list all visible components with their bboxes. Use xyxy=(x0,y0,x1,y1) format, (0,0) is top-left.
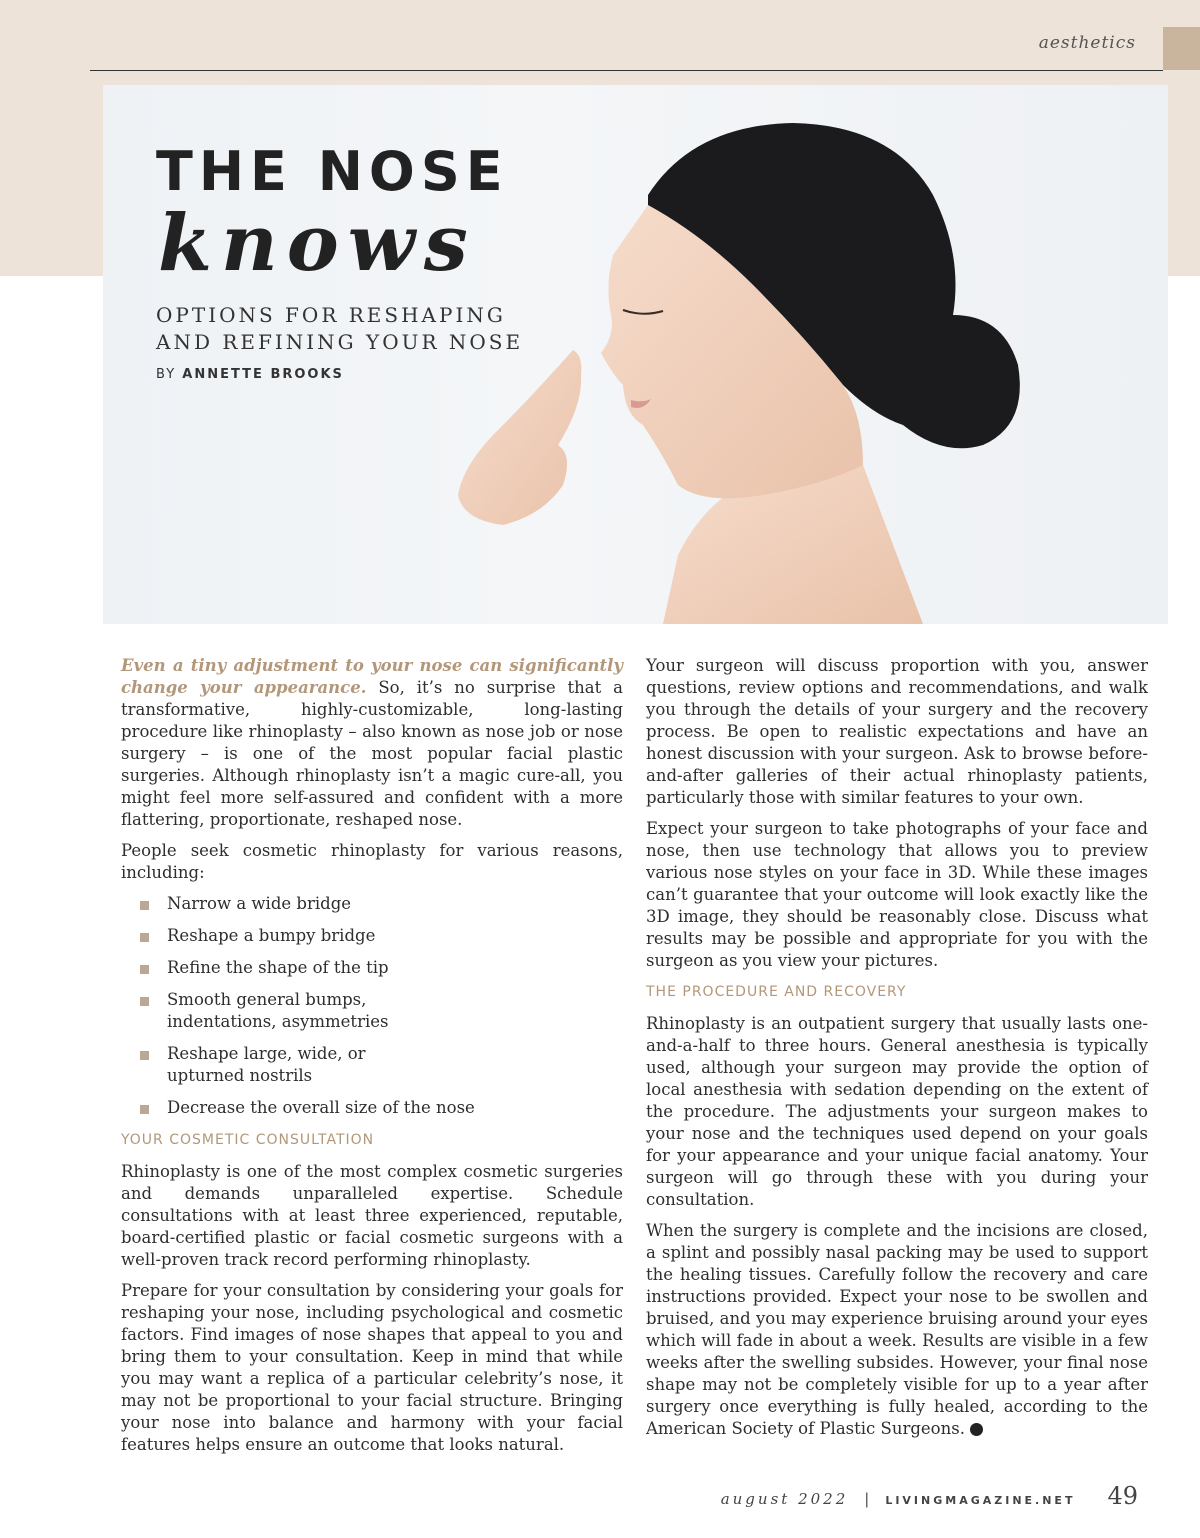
issue-date: august 2022 xyxy=(720,1490,849,1508)
square-bullet-icon xyxy=(140,901,149,910)
reasons-intro: People seek cosmetic rhinoplasty for various reasons, including: xyxy=(121,841,623,882)
list-item xyxy=(121,1043,623,1087)
byline-prefix: BY xyxy=(156,367,177,382)
list-item xyxy=(121,989,623,1033)
list-item-text: Smooth general bumps, indentations, asymmetries xyxy=(167,990,389,1031)
procedure-paragraph-2-text: When the surgery is complete and the incisions are closed, a splint and possibly nasal packing may be used to support the healing tissues. Carefully follow the recovery and care instructions provided. Expect your nose to be swollen and bruised, and you may experience bruising around your eyes which will fade in about a week. Results are visible in a few weeks after the swelling subsides. However, your final nose shape may not be completely visible for up to a year after surgery once everything is fully healed, according to the American Society of Plastic Surgeons. xyxy=(646,1221,1148,1438)
intro-paragraph xyxy=(121,655,623,831)
list-item-text: Reshape large, wide, or upturned nostrils xyxy=(167,1044,366,1085)
section-heading-procedure: THE PROCEDURE AND RECOVERY xyxy=(646,984,907,1000)
end-mark-icon xyxy=(970,1423,983,1436)
list-item xyxy=(121,957,623,979)
list-item-text: Narrow a wide bridge xyxy=(167,894,352,913)
list-item-text: Decrease the overall size of the nose xyxy=(167,1098,475,1117)
byline xyxy=(156,367,344,382)
procedure-paragraph-1: Rhinoplasty is an outpatient surgery that usually lasts one-and-a-half to three hours. General anesthesia is typically used, although your surgeon may provide the option of local anesthesia with sedation depending on the extent of the procedure. The adjustments your surgeon makes to your nose and the techniques used depend on your goals for your appearance and your unique facial anatomy. Your surgeon will go through these with you during your consultation. xyxy=(646,1014,1148,1209)
square-bullet-icon xyxy=(140,1051,149,1060)
reasons-list xyxy=(121,893,623,1119)
list-item xyxy=(121,1097,623,1119)
article-title-main: THE NOSE xyxy=(156,140,509,203)
hand-shape xyxy=(458,350,581,525)
list-item xyxy=(121,893,623,915)
square-bullet-icon xyxy=(140,997,149,1006)
section-label: aesthetics xyxy=(1038,33,1136,53)
article-title-script: knows xyxy=(158,198,477,289)
footer-separator: | xyxy=(864,1490,870,1508)
section-tab xyxy=(1163,27,1200,70)
consultation-paragraph-2: Prepare for your consultation by considering your goals for reshaping your nose, including psychological and cosmetic factors. Find images of nose shapes that appeal to you and bring them to your consultation. Keep in mind that while you may want a replica of a particular celebrity’s nose, it may not be proportional to your facial structure. Bringing your nose into balance and harmony with your facial features helps ensure an outcome that looks natural. xyxy=(121,1281,623,1454)
consultation-paragraph-1: Rhinoplasty is one of the most complex cosmetic surgeries and demands unparalleled expertise. Schedule consultations with at least three experienced, reputable, board-certified plastic or facial cosmetic surgeons with a well-proven track record performing rhinoplasty. xyxy=(121,1162,623,1269)
right-column xyxy=(646,655,1148,1449)
procedure-paragraph-2 xyxy=(646,1220,1148,1440)
photographs-paragraph: Expect your surgeon to take photographs of your face and nose, then use technology that allows you to preview various nose styles on your face in 3D. While these images can’t guarantee that your outcome will look exactly like the 3D image, they should be reasonably close. Discuss what results may be possible and appropriate for you with the surgeon as you view your pictures. xyxy=(646,819,1148,970)
square-bullet-icon xyxy=(140,933,149,942)
article-subtitle xyxy=(156,302,523,356)
proportion-paragraph: Your surgeon will discuss proportion with you, answer questions, review options and recommendations, and walk you through the details of your surgery and the recovery process. Be open to realistic expectations and have an honest discussion with your surgeon. Ask to browse before-and-after galleries of their actual rhinoplasty patients, particularly those with similar features to your own. xyxy=(646,656,1148,807)
page-footer xyxy=(721,1482,1138,1510)
intro-lead: Even a tiny adjustment to your nose can significantly change your appearance. xyxy=(121,656,623,697)
list-item-text: Refine the shape of the tip xyxy=(167,958,389,977)
subtitle-line-1: OPTIONS FOR RESHAPING xyxy=(156,303,506,327)
website-link[interactable]: LIVINGMAGAZINE.NET xyxy=(885,1494,1076,1507)
square-bullet-icon xyxy=(140,1105,149,1114)
section-heading-consultation: YOUR COSMETIC CONSULTATION xyxy=(121,1132,375,1148)
header-rule xyxy=(90,70,1163,71)
intro-rest: So, it’s no surprise that a transformative, highly-customizable, long-lasting procedure like rhinoplasty – also known as nose job or nose surgery – is one of the most popular facial plastic surgeries. Although rhinoplasty isn’t a magic cure-all, you might feel more self-assured and confident with a more flattering, proportionate, reshaped nose. xyxy=(121,678,623,829)
list-item xyxy=(121,925,623,947)
byline-author: ANNETTE BROOKS xyxy=(182,367,344,382)
page-number: 49 xyxy=(1107,1482,1138,1510)
subtitle-line-2: AND REFINING YOUR NOSE xyxy=(156,330,524,354)
list-item-text: Reshape a bumpy bridge xyxy=(167,926,376,945)
square-bullet-icon xyxy=(140,965,149,974)
left-column xyxy=(121,655,623,1465)
